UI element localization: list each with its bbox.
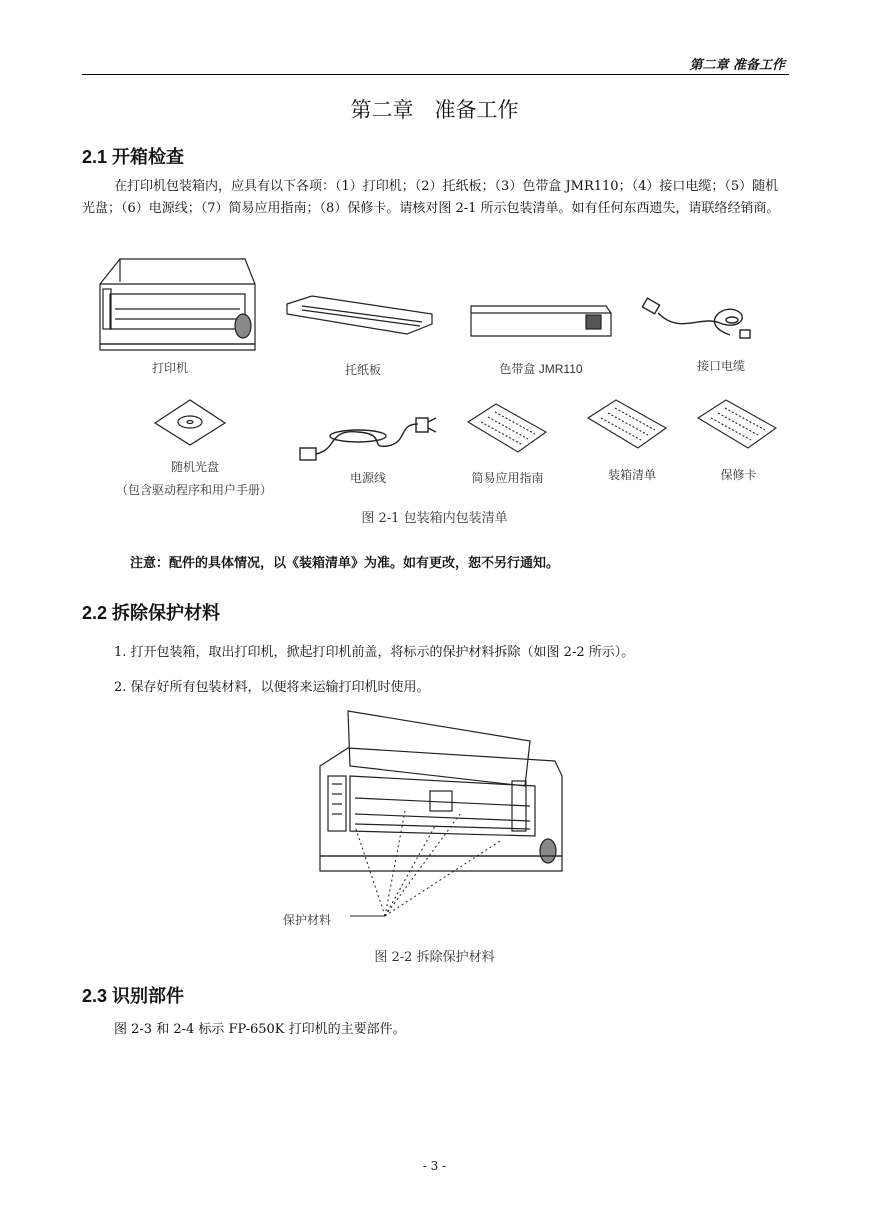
- section-2-3-paragraph: 图 2-3 和 2-4 标示 FP-650K 打印机的主要部件。: [114, 1022, 406, 1037]
- label-paper-tray: 托纸板: [344, 363, 381, 377]
- interface-cable-illustration: [640, 295, 755, 345]
- chapter-title: 第二章 准备工作: [350, 98, 519, 122]
- section-heading-2-2: 2.2 拆除保护材料: [82, 603, 221, 623]
- label-guide: 简易应用指南: [471, 471, 544, 485]
- guide-booklet-illustration: [466, 402, 548, 454]
- cd-illustration: [150, 395, 230, 450]
- label-protective-material: 保护材料: [283, 913, 332, 927]
- packing-list-illustration: [586, 398, 668, 450]
- label-interface-cable: 接口电缆: [696, 359, 745, 373]
- label-ribbon: 色带盒 JMR110: [499, 362, 583, 376]
- figure-2-1-caption: 图 2-1 包装箱内包装清单: [361, 511, 508, 526]
- section-heading-2-3: 2.3 识别部件: [82, 986, 185, 1006]
- section-2-1-paragraph: 在打印机包装箱内，应具有以下各项：（1）打印机；（2）托纸板；（3）色带盒 JMR110；（4）接口电缆；（5）随机光盘；（6）电源线；（7）简易应用指南；（8）保修卡。请核对图 2-1 所示包装清单。如有任何东西遗失，请联络经销商。: [82, 179, 780, 216]
- label-warranty: 保修卡: [720, 468, 757, 482]
- label-power-cord: 电源线: [349, 471, 386, 485]
- label-packing-list: 装箱清单: [607, 468, 656, 482]
- figure-2-2-caption: 图 2-2 拆除保护材料: [374, 950, 495, 965]
- label-cd: 随机光盘: [170, 460, 219, 474]
- note: 注意：配件的具体情况，以《装箱清单》为准。如有更改，恕不另行通知。: [130, 556, 560, 571]
- label-printer: 打印机: [151, 361, 188, 375]
- printer-illustration: [95, 254, 265, 354]
- step-1: 1. 打开包装箱，取出打印机，掀起打印机前盖，将标示的保护材料拆除（如图 2-2 所示）。: [114, 645, 635, 660]
- section-heading-2-1: 2.1 开箱检查: [82, 147, 185, 167]
- open-printer-illustration: [300, 706, 575, 926]
- header-rule: [82, 74, 789, 75]
- page-number: - 3 -: [422, 1159, 447, 1173]
- running-header: 第二章 准备工作: [689, 58, 785, 73]
- ribbon-cartridge-illustration: [466, 301, 616, 341]
- step-2: 2. 保存好所有包装材料，以便将来运输打印机时使用。: [114, 680, 430, 695]
- warranty-card-illustration: [696, 398, 778, 450]
- label-cd-note: （包含驱动程序和用户手册）: [115, 483, 272, 497]
- power-cord-illustration: [298, 404, 443, 464]
- paper-tray-illustration: [282, 294, 442, 344]
